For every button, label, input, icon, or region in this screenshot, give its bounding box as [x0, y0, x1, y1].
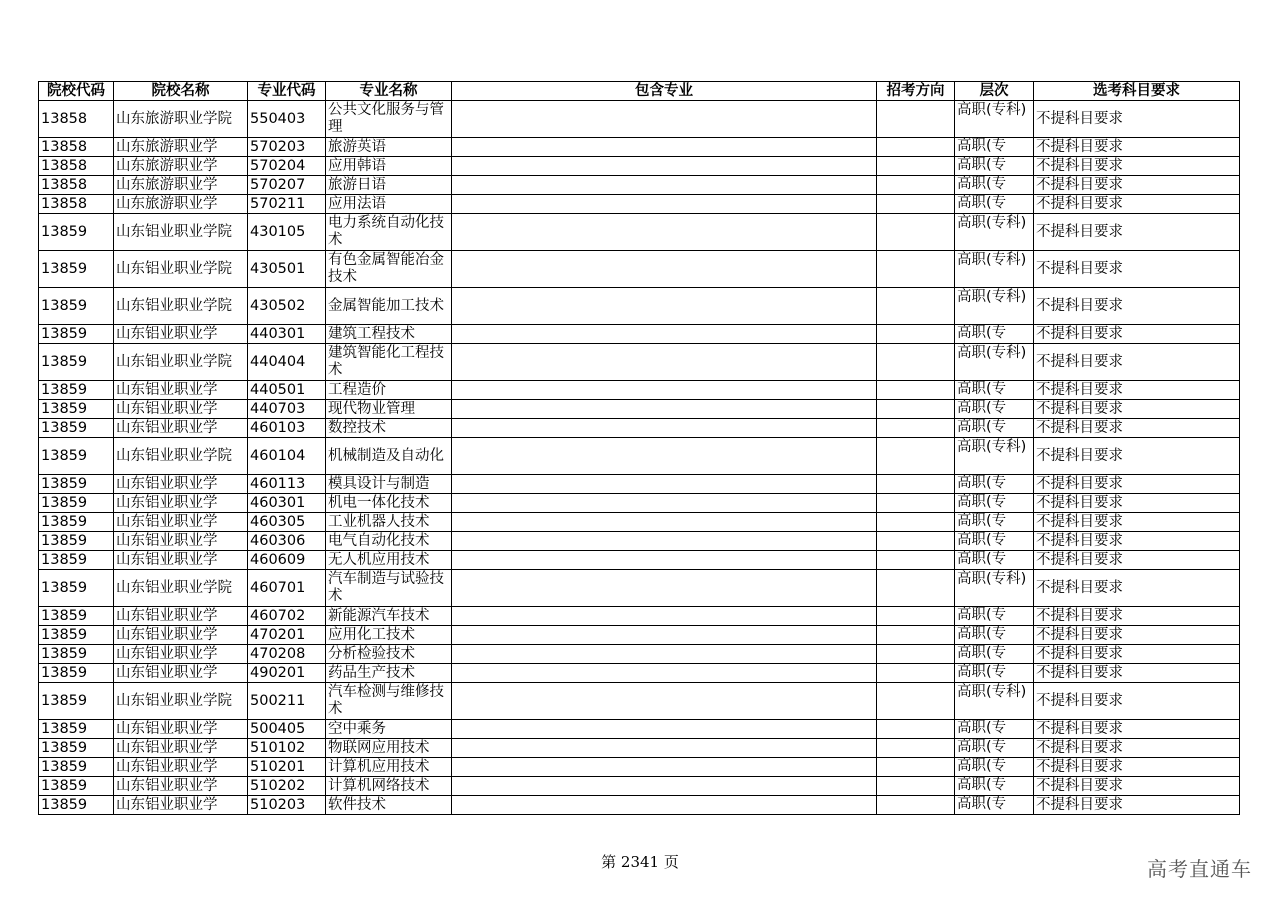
table-row [39, 400, 1240, 419]
table-row [39, 739, 1240, 758]
table-row [39, 513, 1240, 532]
cell-school-name: 山东铝业职业学院 [114, 251, 248, 288]
cell-major-name: 电力系统自动化技术 [326, 214, 452, 251]
cell-major-code: 460701 [248, 570, 326, 607]
cell-subject-requirement: 不提科目要求 [1034, 419, 1240, 438]
cell-direction [877, 513, 955, 532]
cell-school-name: 山东铝业职业学 [114, 381, 248, 400]
cell-school-name: 山东铝业职业学 [114, 777, 248, 796]
cell-direction [877, 551, 955, 570]
cell-school-name: 山东旅游职业学 [114, 195, 248, 214]
header-level: 层次 [955, 82, 1034, 101]
cell-subject-requirement: 不提科目要求 [1034, 645, 1240, 664]
cell-major-name: 机械制造及自动化 [326, 438, 452, 475]
cell-major-name: 计算机应用技术 [326, 758, 452, 777]
cell-major-name: 新能源汽车技术 [326, 607, 452, 626]
header-major-name: 专业名称 [326, 82, 452, 101]
table-row [39, 777, 1240, 796]
cell-included-majors [452, 419, 877, 438]
table-row [39, 138, 1240, 157]
cell-included-majors [452, 683, 877, 720]
cell-school-name: 山东铝业职业学院 [114, 214, 248, 251]
cell-school-code: 13858 [39, 138, 114, 157]
cell-level: 高职(专 [955, 419, 1034, 438]
cell-school-name: 山东铝业职业学 [114, 532, 248, 551]
cell-major-name: 应用化工技术 [326, 626, 452, 645]
table-row [39, 664, 1240, 683]
cell-subject-requirement: 不提科目要求 [1034, 570, 1240, 607]
cell-school-name: 山东铝业职业学 [114, 796, 248, 815]
cell-school-code: 13859 [39, 400, 114, 419]
cell-level: 高职(专 [955, 645, 1034, 664]
cell-level: 高职(专 [955, 475, 1034, 494]
cell-major-name: 应用法语 [326, 195, 452, 214]
cell-subject-requirement: 不提科目要求 [1034, 344, 1240, 381]
cell-school-name: 山东铝业职业学 [114, 419, 248, 438]
cell-level: 高职(专 [955, 532, 1034, 551]
cell-subject-requirement: 不提科目要求 [1034, 777, 1240, 796]
cell-school-code: 13859 [39, 532, 114, 551]
cell-level: 高职(专科) [955, 251, 1034, 288]
cell-major-code: 570204 [248, 157, 326, 176]
cell-major-name: 建筑智能化工程技术 [326, 344, 452, 381]
cell-school-name: 山东铝业职业学 [114, 739, 248, 758]
cell-included-majors [452, 195, 877, 214]
cell-direction [877, 176, 955, 195]
cell-school-code: 13859 [39, 607, 114, 626]
cell-direction [877, 607, 955, 626]
cell-major-code: 510202 [248, 777, 326, 796]
cell-major-name: 模具设计与制造 [326, 475, 452, 494]
cell-school-code: 13859 [39, 513, 114, 532]
cell-school-code: 13859 [39, 325, 114, 344]
cell-major-code: 460306 [248, 532, 326, 551]
cell-direction [877, 138, 955, 157]
cell-school-code: 13859 [39, 645, 114, 664]
admissions-table [38, 81, 1240, 815]
cell-subject-requirement: 不提科目要求 [1034, 214, 1240, 251]
cell-included-majors [452, 607, 877, 626]
cell-subject-requirement: 不提科目要求 [1034, 400, 1240, 419]
cell-subject-requirement: 不提科目要求 [1034, 664, 1240, 683]
cell-included-majors [452, 157, 877, 176]
cell-included-majors [452, 720, 877, 739]
header-major-code: 专业代码 [248, 82, 326, 101]
cell-major-code: 470201 [248, 626, 326, 645]
cell-school-code: 13859 [39, 720, 114, 739]
cell-subject-requirement: 不提科目要求 [1034, 381, 1240, 400]
cell-major-name: 有色金属智能冶金技术 [326, 251, 452, 288]
cell-major-code: 460113 [248, 475, 326, 494]
cell-major-name: 汽车制造与试验技术 [326, 570, 452, 607]
cell-included-majors [452, 570, 877, 607]
cell-subject-requirement: 不提科目要求 [1034, 157, 1240, 176]
cell-major-name: 建筑工程技术 [326, 325, 452, 344]
cell-major-name: 公共文化服务与管理 [326, 101, 452, 138]
table-row [39, 532, 1240, 551]
header-school-name: 院校名称 [114, 82, 248, 101]
cell-school-name: 山东铝业职业学 [114, 400, 248, 419]
cell-major-code: 500405 [248, 720, 326, 739]
table-row [39, 157, 1240, 176]
cell-direction [877, 381, 955, 400]
cell-subject-requirement: 不提科目要求 [1034, 251, 1240, 288]
cell-major-code: 510201 [248, 758, 326, 777]
cell-included-majors [452, 176, 877, 195]
cell-direction [877, 720, 955, 739]
cell-major-code: 470208 [248, 645, 326, 664]
table-row [39, 494, 1240, 513]
cell-school-code: 13859 [39, 551, 114, 570]
cell-included-majors [452, 214, 877, 251]
cell-school-name: 山东铝业职业学 [114, 720, 248, 739]
cell-school-name: 山东铝业职业学院 [114, 570, 248, 607]
cell-direction [877, 325, 955, 344]
cell-level: 高职(专 [955, 494, 1034, 513]
cell-major-code: 440404 [248, 344, 326, 381]
cell-subject-requirement: 不提科目要求 [1034, 720, 1240, 739]
cell-school-name: 山东铝业职业学 [114, 325, 248, 344]
cell-subject-requirement: 不提科目要求 [1034, 796, 1240, 815]
cell-subject-requirement: 不提科目要求 [1034, 739, 1240, 758]
table-row [39, 607, 1240, 626]
cell-school-name: 山东铝业职业学院 [114, 438, 248, 475]
page-number: 第 2341 页 [601, 853, 679, 871]
cell-subject-requirement: 不提科目要求 [1034, 513, 1240, 532]
cell-level: 高职(专 [955, 664, 1034, 683]
cell-major-code: 510102 [248, 739, 326, 758]
cell-direction [877, 664, 955, 683]
cell-subject-requirement: 不提科目要求 [1034, 494, 1240, 513]
cell-level: 高职(专 [955, 551, 1034, 570]
cell-included-majors [452, 551, 877, 570]
cell-school-code: 13858 [39, 157, 114, 176]
cell-included-majors [452, 475, 877, 494]
cell-major-name: 应用韩语 [326, 157, 452, 176]
cell-direction [877, 777, 955, 796]
cell-school-name: 山东铝业职业学 [114, 664, 248, 683]
cell-level: 高职(专科) [955, 344, 1034, 381]
cell-school-code: 13859 [39, 683, 114, 720]
cell-subject-requirement: 不提科目要求 [1034, 758, 1240, 777]
cell-major-name: 电气自动化技术 [326, 532, 452, 551]
cell-level: 高职(专 [955, 720, 1034, 739]
table-row [39, 419, 1240, 438]
cell-school-code: 13859 [39, 758, 114, 777]
cell-subject-requirement: 不提科目要求 [1034, 607, 1240, 626]
cell-school-name: 山东铝业职业学院 [114, 683, 248, 720]
cell-included-majors [452, 758, 877, 777]
cell-school-name: 山东铝业职业学院 [114, 344, 248, 381]
cell-level: 高职(专科) [955, 288, 1034, 325]
cell-included-majors [452, 626, 877, 645]
cell-included-majors [452, 381, 877, 400]
cell-major-code: 490201 [248, 664, 326, 683]
cell-direction [877, 570, 955, 607]
cell-direction [877, 532, 955, 551]
cell-school-name: 山东旅游职业学院 [114, 101, 248, 138]
cell-major-name: 旅游英语 [326, 138, 452, 157]
header-subject-requirement: 选考科目要求 [1034, 82, 1240, 101]
cell-major-name: 药品生产技术 [326, 664, 452, 683]
cell-included-majors [452, 288, 877, 325]
cell-level: 高职(专 [955, 381, 1034, 400]
cell-subject-requirement: 不提科目要求 [1034, 626, 1240, 645]
cell-school-name: 山东旅游职业学 [114, 138, 248, 157]
watermark: 高考直通车 [1147, 857, 1252, 881]
cell-major-name: 无人机应用技术 [326, 551, 452, 570]
cell-school-code: 13859 [39, 626, 114, 645]
table-row [39, 101, 1240, 138]
cell-included-majors [452, 796, 877, 815]
table-row [39, 176, 1240, 195]
cell-direction [877, 288, 955, 325]
cell-direction [877, 796, 955, 815]
cell-school-code: 13858 [39, 101, 114, 138]
header-school-code: 院校代码 [39, 82, 114, 101]
cell-school-code: 13859 [39, 570, 114, 607]
cell-school-name: 山东旅游职业学 [114, 157, 248, 176]
cell-subject-requirement: 不提科目要求 [1034, 532, 1240, 551]
cell-major-code: 550403 [248, 101, 326, 138]
header-included-majors: 包含专业 [452, 82, 877, 101]
cell-major-name: 工业机器人技术 [326, 513, 452, 532]
cell-level: 高职(专 [955, 325, 1034, 344]
cell-school-code: 13859 [39, 438, 114, 475]
cell-level: 高职(专 [955, 758, 1034, 777]
cell-major-name: 软件技术 [326, 796, 452, 815]
cell-level: 高职(专 [955, 195, 1034, 214]
cell-direction [877, 344, 955, 381]
cell-included-majors [452, 101, 877, 138]
cell-included-majors [452, 739, 877, 758]
cell-major-code: 460305 [248, 513, 326, 532]
cell-major-code: 440501 [248, 381, 326, 400]
cell-major-name: 金属智能加工技术 [326, 288, 452, 325]
cell-major-name: 现代物业管理 [326, 400, 452, 419]
table-row [39, 381, 1240, 400]
cell-level: 高职(专 [955, 400, 1034, 419]
cell-level: 高职(专 [955, 796, 1034, 815]
cell-included-majors [452, 664, 877, 683]
cell-major-code: 440301 [248, 325, 326, 344]
cell-major-code: 570207 [248, 176, 326, 195]
table-row [39, 325, 1240, 344]
cell-direction [877, 626, 955, 645]
cell-major-code: 440703 [248, 400, 326, 419]
cell-included-majors [452, 513, 877, 532]
cell-level: 高职(专科) [955, 570, 1034, 607]
cell-level: 高职(专科) [955, 214, 1034, 251]
cell-level: 高职(专 [955, 138, 1034, 157]
cell-level: 高职(专 [955, 176, 1034, 195]
cell-school-code: 13859 [39, 344, 114, 381]
cell-included-majors [452, 532, 877, 551]
cell-direction [877, 739, 955, 758]
cell-school-code: 13858 [39, 176, 114, 195]
header-direction: 招考方向 [877, 82, 955, 101]
cell-school-code: 13859 [39, 288, 114, 325]
cell-major-name: 分析检验技术 [326, 645, 452, 664]
cell-school-name: 山东铝业职业学 [114, 758, 248, 777]
cell-subject-requirement: 不提科目要求 [1034, 325, 1240, 344]
cell-subject-requirement: 不提科目要求 [1034, 176, 1240, 195]
cell-major-name: 机电一体化技术 [326, 494, 452, 513]
cell-school-code: 13859 [39, 796, 114, 815]
cell-direction [877, 758, 955, 777]
table-row [39, 475, 1240, 494]
cell-subject-requirement: 不提科目要求 [1034, 101, 1240, 138]
cell-school-name: 山东铝业职业学 [114, 607, 248, 626]
cell-major-code: 460103 [248, 419, 326, 438]
cell-subject-requirement: 不提科目要求 [1034, 438, 1240, 475]
cell-included-majors [452, 251, 877, 288]
cell-school-code: 13859 [39, 739, 114, 758]
cell-major-name: 空中乘务 [326, 720, 452, 739]
cell-included-majors [452, 325, 877, 344]
table-row [39, 438, 1240, 475]
cell-school-code: 13859 [39, 475, 114, 494]
header-row [39, 82, 1240, 101]
cell-school-code: 13859 [39, 251, 114, 288]
cell-direction [877, 101, 955, 138]
cell-direction [877, 438, 955, 475]
cell-included-majors [452, 438, 877, 475]
cell-school-name: 山东铝业职业学院 [114, 288, 248, 325]
table-row [39, 195, 1240, 214]
cell-major-name: 工程造价 [326, 381, 452, 400]
cell-school-code: 13859 [39, 777, 114, 796]
cell-major-code: 460609 [248, 551, 326, 570]
cell-included-majors [452, 344, 877, 381]
cell-subject-requirement: 不提科目要求 [1034, 138, 1240, 157]
cell-direction [877, 683, 955, 720]
table-row [39, 570, 1240, 607]
table-row [39, 645, 1240, 664]
table-row [39, 344, 1240, 381]
cell-level: 高职(专 [955, 626, 1034, 645]
table-row [39, 683, 1240, 720]
cell-major-name: 数控技术 [326, 419, 452, 438]
cell-school-name: 山东铝业职业学 [114, 475, 248, 494]
table-row [39, 720, 1240, 739]
cell-school-code: 13859 [39, 214, 114, 251]
cell-direction [877, 645, 955, 664]
cell-school-name: 山东铝业职业学 [114, 626, 248, 645]
cell-included-majors [452, 494, 877, 513]
table-row [39, 288, 1240, 325]
cell-direction [877, 157, 955, 176]
cell-school-code: 13859 [39, 381, 114, 400]
cell-direction [877, 400, 955, 419]
cell-level: 高职(专 [955, 777, 1034, 796]
cell-major-name: 物联网应用技术 [326, 739, 452, 758]
table-row [39, 626, 1240, 645]
cell-subject-requirement: 不提科目要求 [1034, 475, 1240, 494]
cell-direction [877, 251, 955, 288]
cell-major-code: 430502 [248, 288, 326, 325]
cell-included-majors [452, 138, 877, 157]
cell-school-name: 山东铝业职业学 [114, 645, 248, 664]
cell-direction [877, 195, 955, 214]
cell-school-code: 13859 [39, 419, 114, 438]
cell-included-majors [452, 645, 877, 664]
cell-school-name: 山东旅游职业学 [114, 176, 248, 195]
cell-level: 高职(专 [955, 607, 1034, 626]
cell-level: 高职(专 [955, 157, 1034, 176]
cell-subject-requirement: 不提科目要求 [1034, 195, 1240, 214]
cell-major-code: 430501 [248, 251, 326, 288]
table-row [39, 758, 1240, 777]
cell-level: 高职(专 [955, 513, 1034, 532]
cell-major-name: 旅游日语 [326, 176, 452, 195]
cell-level: 高职(专科) [955, 438, 1034, 475]
cell-major-name: 汽车检测与维修技术 [326, 683, 452, 720]
table-row [39, 551, 1240, 570]
cell-subject-requirement: 不提科目要求 [1034, 551, 1240, 570]
cell-school-code: 13859 [39, 664, 114, 683]
table-row [39, 251, 1240, 288]
cell-major-code: 430105 [248, 214, 326, 251]
cell-direction [877, 494, 955, 513]
cell-level: 高职(专科) [955, 683, 1034, 720]
cell-major-code: 460104 [248, 438, 326, 475]
cell-school-name: 山东铝业职业学 [114, 494, 248, 513]
cell-major-name: 计算机网络技术 [326, 777, 452, 796]
table-body [39, 101, 1240, 815]
cell-included-majors [452, 400, 877, 419]
cell-level: 高职(专科) [955, 101, 1034, 138]
cell-school-name: 山东铝业职业学 [114, 513, 248, 532]
cell-school-code: 13858 [39, 195, 114, 214]
cell-major-code: 570211 [248, 195, 326, 214]
cell-major-code: 570203 [248, 138, 326, 157]
table-header [39, 82, 1240, 101]
cell-subject-requirement: 不提科目要求 [1034, 288, 1240, 325]
table-row [39, 214, 1240, 251]
cell-major-code: 510203 [248, 796, 326, 815]
cell-subject-requirement: 不提科目要求 [1034, 683, 1240, 720]
cell-major-code: 460301 [248, 494, 326, 513]
cell-direction [877, 475, 955, 494]
cell-school-name: 山东铝业职业学 [114, 551, 248, 570]
cell-included-majors [452, 777, 877, 796]
table-row [39, 796, 1240, 815]
cell-major-code: 460702 [248, 607, 326, 626]
cell-direction [877, 419, 955, 438]
cell-school-code: 13859 [39, 494, 114, 513]
cell-major-code: 500211 [248, 683, 326, 720]
cell-direction [877, 214, 955, 251]
cell-level: 高职(专 [955, 739, 1034, 758]
